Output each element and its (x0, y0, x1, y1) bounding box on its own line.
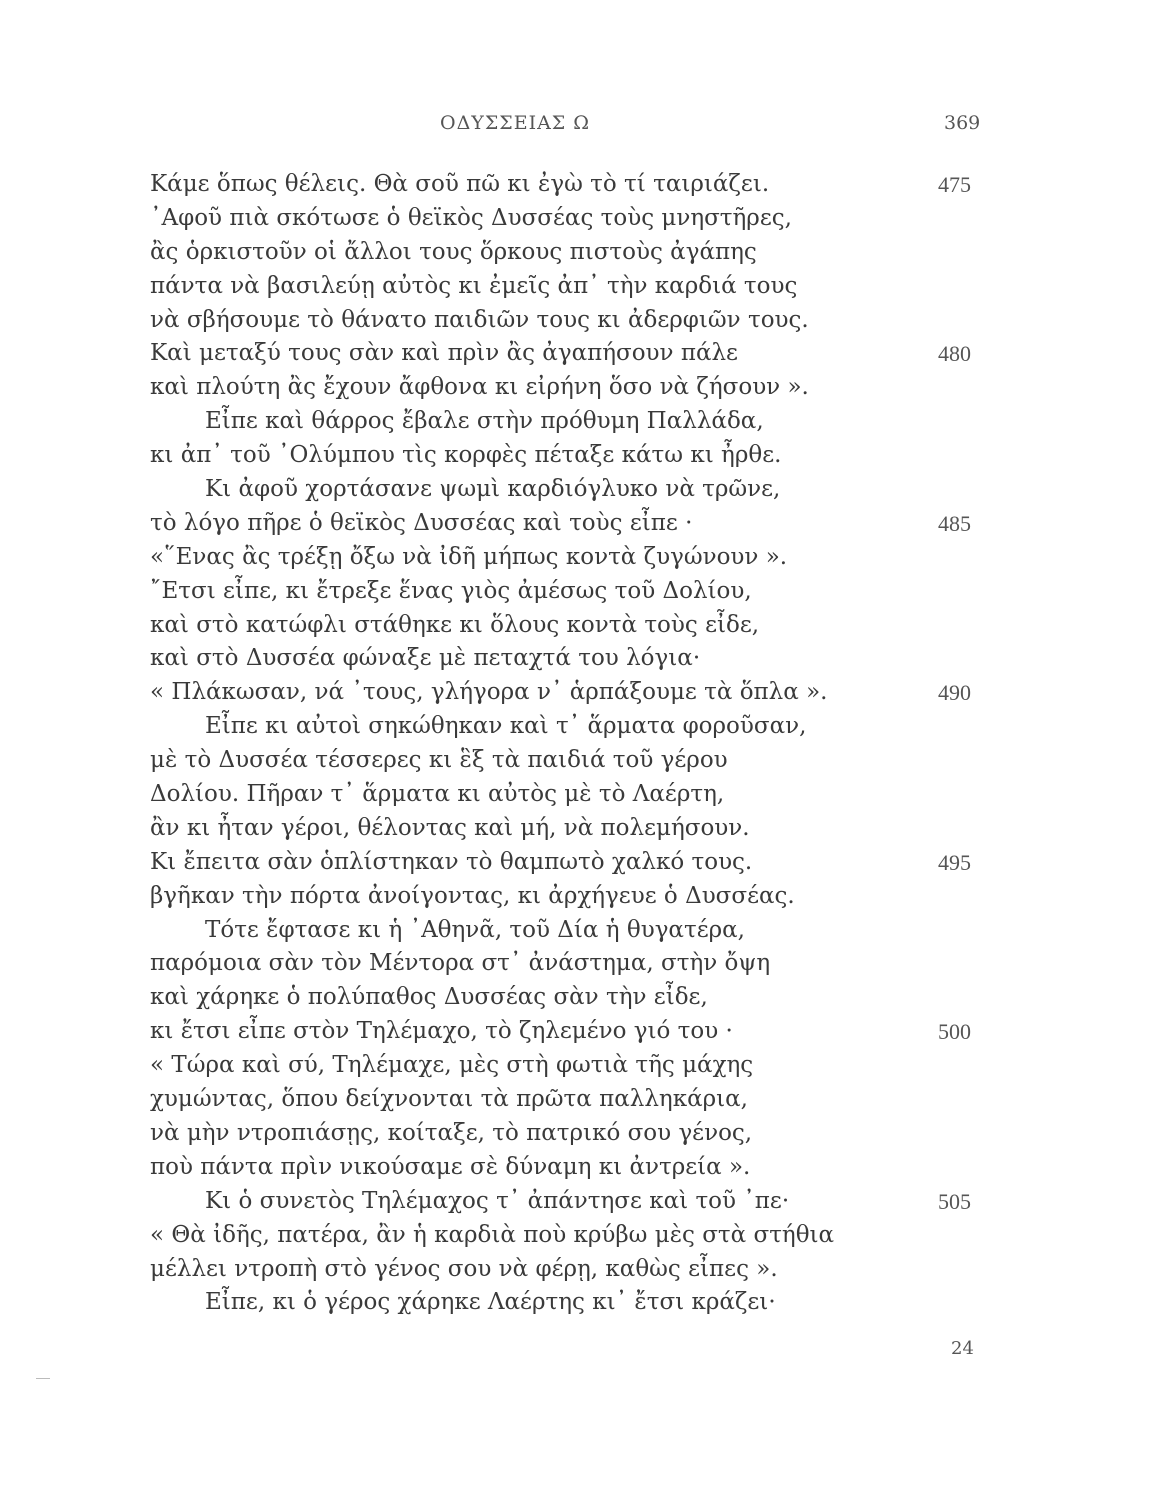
verse-line (0, 880, 1154, 914)
verse-text: καὶ χάρηκε ὁ πολύπαθος Δυσσέας σὰν τὴν εἶδε, (150, 984, 708, 1011)
verse-text: χυμώντας, ὅπου δείχνονται τὰ πρῶτα παλληκάρια, (150, 1086, 748, 1113)
verse-line (0, 1117, 1154, 1151)
line-number: 495 (938, 849, 971, 875)
verse-text: βγῆκαν τὴν πόρτα ἀνοίγοντας, κι ἀρχήγευε ὁ Δυσσέας. (150, 882, 795, 909)
running-title: ΟΔΥΣΣΕΙΑΣ Ω (440, 112, 591, 134)
verse-line (0, 1015, 1154, 1049)
verse-text: ἂν κι ἦταν γέροι, θέλοντας καὶ μή, νὰ πολεμήσουν. (150, 814, 750, 841)
verse-line (0, 405, 1154, 439)
verse-line (0, 1151, 1154, 1185)
verse-line (0, 236, 1154, 270)
page-number: 369 (944, 112, 981, 134)
verse-line (0, 439, 1154, 473)
verse-text: καὶ στὸ κατώφλι στάθηκε κι ὅλους κοντὰ τοὺς εἶδε, (150, 611, 760, 638)
verse-text: Τότε ἔφτασε κι ἡ ᾿Αθηνᾶ, τοῦ Δία ἡ θυγατέρα, (205, 916, 745, 943)
verse-text: ποὺ πάντα πρὶν νικούσαμε σὲ δύναμη κι ἀντρεία ». (150, 1153, 751, 1180)
running-header (0, 112, 1154, 142)
line-number: 490 (938, 680, 971, 706)
verse-line (0, 507, 1154, 541)
verse-line (0, 371, 1154, 405)
verse-text: Εἶπε καὶ θάρρος ἔβαλε στὴν πρόθυμη Παλλάδα, (205, 408, 764, 435)
verse-line (0, 202, 1154, 236)
verse-line (0, 846, 1154, 880)
verse-line (0, 914, 1154, 948)
verse-line (0, 1083, 1154, 1117)
verse-text: νὰ σβήσουμε τὸ θάνατο παιδιῶν τους κι ἀδερφιῶν τους. (150, 306, 809, 333)
verse-text: Κι ὁ συνετὸς Τηλέμαχος τ᾿ ἀπάντησε καὶ τοῦ ᾿πε· (205, 1187, 790, 1214)
verse-text: « Πλάκωσαν, νά ᾿τους, γλήγορα ν᾿ ἁρπάξουμε τὰ ὅπλα ». (150, 679, 828, 706)
verse-line (0, 642, 1154, 676)
verse-text: Καὶ μεταξύ τους σὰν καὶ πρὶν ἂς ἀγαπήσουν πάλε (150, 340, 738, 367)
verse-line (0, 812, 1154, 846)
line-number: 485 (938, 510, 971, 536)
verse-line (0, 947, 1154, 981)
verse-block (0, 168, 1154, 1320)
verse-text: « Θὰ ἰδῆς, πατέρα, ἂν ἡ καρδιὰ ποὺ κρύβω μὲς στὰ στήθια (150, 1221, 835, 1248)
line-number: 500 (938, 1019, 971, 1045)
margin-mark (36, 1378, 50, 1379)
verse-line (0, 304, 1154, 338)
signature-mark: 24 (951, 1338, 974, 1359)
verse-text: μὲ τὸ Δυσσέα τέσσερες κι ἓξ τὰ παιδιά τοῦ γέρου (150, 747, 728, 774)
verse-line (0, 1253, 1154, 1287)
verse-text: παρόμοια σὰν τὸν Μέντορα στ᾿ ἀνάστημα, στὴν ὄψη (150, 950, 771, 977)
verse-line (0, 541, 1154, 575)
verse-text: νὰ μὴν ντροπιάσῃς, κοίταξε, τὸ πατρικό σου γένος, (150, 1119, 753, 1146)
verse-text: πάντα νὰ βασιλεύῃ αὐτὸς κι ἐμεῖς ἀπ᾿ τὴν καρδιά τους (150, 272, 798, 299)
verse-line (0, 1286, 1154, 1320)
verse-line (0, 473, 1154, 507)
verse-text: καὶ στὸ Δυσσέα φώναξε μὲ πεταχτά του λόγια· (150, 645, 701, 672)
verse-text: Δολίου. Πῆραν τ᾿ ἅρματα κι αὐτὸς μὲ τὸ Λαέρτη, (150, 781, 725, 808)
verse-text: ῎Ετσι εἶπε, κι ἔτρεξε ἕνας γιὸς ἀμέσως τοῦ Δολίου, (150, 577, 752, 604)
verse-line (0, 676, 1154, 710)
verse-text: καὶ πλούτη ἂς ἔχουν ἄφθονα κι εἰρήνη ὅσο νὰ ζήσουν ». (150, 374, 809, 401)
verse-line (0, 609, 1154, 643)
verse-line (0, 270, 1154, 304)
line-number: 480 (938, 341, 971, 367)
verse-line (0, 710, 1154, 744)
verse-text: Κι ἀφοῦ χορτάσανε ψωμὶ καρδιόγλυκο νὰ τρῶνε, (205, 476, 781, 503)
verse-text: Εἶπε κι αὐτοὶ σηκώθηκαν καὶ τ᾿ ἅρματα φοροῦσαν, (205, 713, 807, 740)
verse-line (0, 981, 1154, 1015)
verse-line (0, 1219, 1154, 1253)
verse-text: Εἶπε, κι ὁ γέρος χάρηκε Λαέρτης κι᾿ ἔτσι κράζει· (205, 1289, 776, 1316)
verse-line (0, 168, 1154, 202)
verse-text: κι ἀπ᾿ τοῦ ᾿Ολύμπου τὶς κορφὲς πέταξε κάτω κι ἦρθε. (150, 442, 782, 469)
verse-text: μέλλει ντροπὴ στὸ γένος σου νὰ φέρῃ, καθὼς εἶπες ». (150, 1255, 778, 1282)
verse-line (0, 778, 1154, 812)
verse-line (0, 1049, 1154, 1083)
verse-line (0, 337, 1154, 371)
line-number: 475 (938, 172, 971, 197)
verse-text: ᾿Αφοῦ πιὰ σκότωσε ὁ θεϊκὸς Δυσσέας τοὺς μνηστῆρες, (150, 204, 792, 231)
verse-text: Κάμε ὅπως θέλεις. Θὰ σοῦ πῶ κι ἐγὼ τὸ τί ταιριάζει. (150, 171, 770, 197)
verse-line (0, 575, 1154, 609)
verse-line (0, 1185, 1154, 1219)
verse-text: κι ἔτσι εἶπε στὸν Τηλέμαχο, τὸ ζηλεμένο γιό του · (150, 1018, 733, 1045)
verse-line (0, 744, 1154, 778)
line-number: 505 (938, 1188, 971, 1214)
verse-text: Κι ἔπειτα σὰν ὁπλίστηκαν τὸ θαμπωτὸ χαλκό τους. (150, 848, 753, 875)
verse-text: ἂς ὁρκιστοῦν οἱ ἄλλοι τους ὅρκους πιστοὺς ἀγάπης (150, 238, 757, 265)
verse-text: τὸ λόγο πῆρε ὁ θεϊκὸς Δυσσέας καὶ τοὺς εἶπε · (150, 509, 693, 536)
verse-text: «῞Ενας ἂς τρέξῃ ὄξω νὰ ἰδῆ μήπως κοντὰ ζυγώνουν ». (150, 543, 788, 570)
verse-text: « Τώρα καὶ σύ, Τηλέμαχε, μὲς στὴ φωτιὰ τῆς μάχης (150, 1052, 754, 1079)
